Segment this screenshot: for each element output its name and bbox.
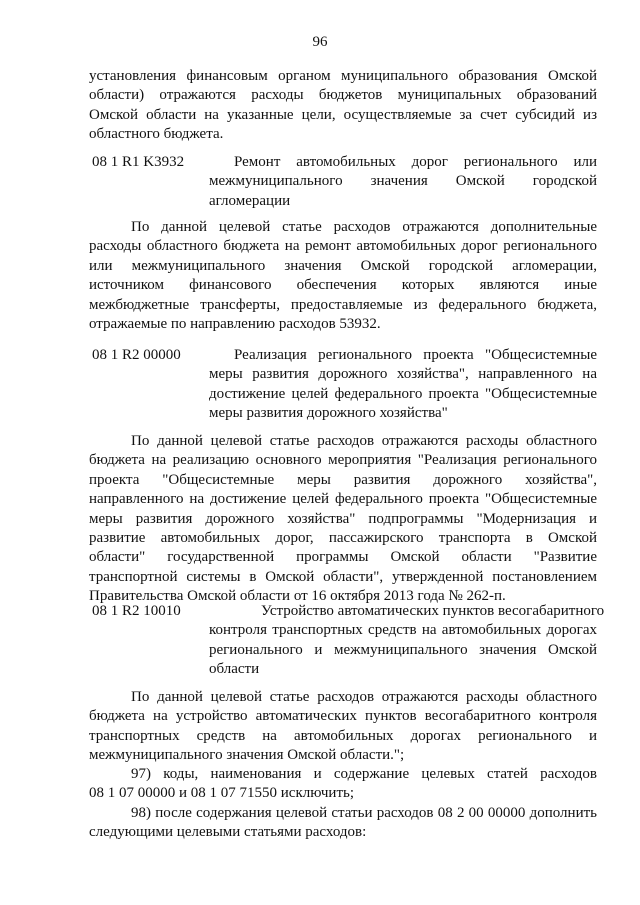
text-line: межмуниципального значения Омской области."; (89, 747, 405, 764)
text-line: Ремонт автомобильных дорог регионального или (234, 154, 597, 170)
text-line: По данной целевой статье расходов отражаются расходы областного (131, 433, 597, 449)
text-line: 08 1 07 00000 и 08 1 07 71550 исключить; (89, 785, 355, 802)
text-line: бюджета на устройство автоматических пунктов весогабаритного контроля (89, 708, 597, 725)
text-line: установления финансовым органом муниципального образования Омской (89, 68, 597, 84)
text-line: направленного на достижение целей федерального проекта "Общесистемные (89, 491, 597, 508)
entry-description (89, 688, 597, 766)
text-line: меры развития дорожного хозяйства", направленного на (209, 366, 597, 383)
list-item-97 (89, 765, 597, 804)
text-line: транспортных средств на автомобильных дорогах регионального и (89, 727, 597, 744)
text-line: По данной целевой статье расходов отражаются дополнительные (131, 219, 597, 235)
budget-code: 08 1 R2 10010 (92, 603, 181, 619)
text-line: межбюджетные трансферты, предоставляемые из федерального бюджета, (89, 296, 597, 313)
text-line: расходы областного бюджета на ремонт автомобильных дорог регионального (89, 238, 597, 255)
text-line: агломерации (209, 192, 291, 209)
entry-title (209, 346, 597, 424)
page-number: 96 (312, 34, 328, 50)
text-line: или межмуниципального значения Омской городской агломерации, (89, 257, 597, 274)
entry-description (89, 432, 597, 607)
text-line: источником финансового обеспечения которых являются иные (89, 277, 597, 294)
text-line: достижение целей федерального проекта "Общесистемные (209, 385, 597, 402)
text-line: Устройство автоматических пунктов весогабаритного (261, 603, 605, 619)
text-line: 97) коды, наименования и содержание целевых статей расходов (131, 766, 597, 782)
text-line: области) отражаются расходы бюджетов муниципальных образований (89, 87, 597, 104)
text-line: Правительства Омской области от 16 октября 2013 года № 262-п. (89, 588, 506, 605)
intro-paragraph (89, 67, 597, 145)
text-line: отражаемые по направлению расходов 53932. (89, 316, 381, 333)
text-line: проекта "Общесистемные меры развития дорожного хозяйства", (89, 471, 597, 488)
text-line: следующими целевыми статьями расходов: (89, 824, 367, 841)
text-line: областного бюджета. (89, 126, 224, 143)
text-line: развитие автомобильных дорог, пассажирского транспорта в Омской (89, 530, 597, 547)
text-line: межмуниципального значения Омской городской (209, 173, 597, 190)
text-line: Реализация регионального проекта "Общесистемные (234, 347, 597, 363)
text-line: Омской области на указанные цели, осуществляемые за счет субсидий из (89, 106, 597, 123)
text-line: контроля транспортных средств на автомобильных дорогах (209, 622, 597, 639)
text-line: 98) после содержания целевой статьи расходов 08 2 00 00000 дополнить (131, 805, 597, 821)
entry-description (89, 218, 597, 334)
entry-title (209, 153, 597, 211)
list-item-98 (89, 804, 597, 843)
budget-code: 08 1 R1 K3932 (92, 154, 185, 170)
text-line: По данной целевой статье расходов отражаются расходы областного (131, 689, 597, 705)
text-line: меры развития дорожного хозяйства" подпрограммы "Модернизация и (89, 510, 597, 527)
text-line: меры развития дорожного хозяйства" (209, 405, 448, 422)
text-line: области (209, 661, 260, 678)
entry-title (209, 602, 605, 680)
budget-code: 08 1 R2 00000 (92, 347, 181, 363)
text-line: транспортной системы в Омской области", утвержденной постановлением (89, 568, 597, 585)
text-line: бюджета на реализацию основного мероприятия "Реализация регионального (89, 452, 597, 469)
text-line: регионального и межмуниципального значения Омской (209, 641, 597, 658)
text-line: области" государственной программы Омской области "Развитие (89, 549, 597, 566)
